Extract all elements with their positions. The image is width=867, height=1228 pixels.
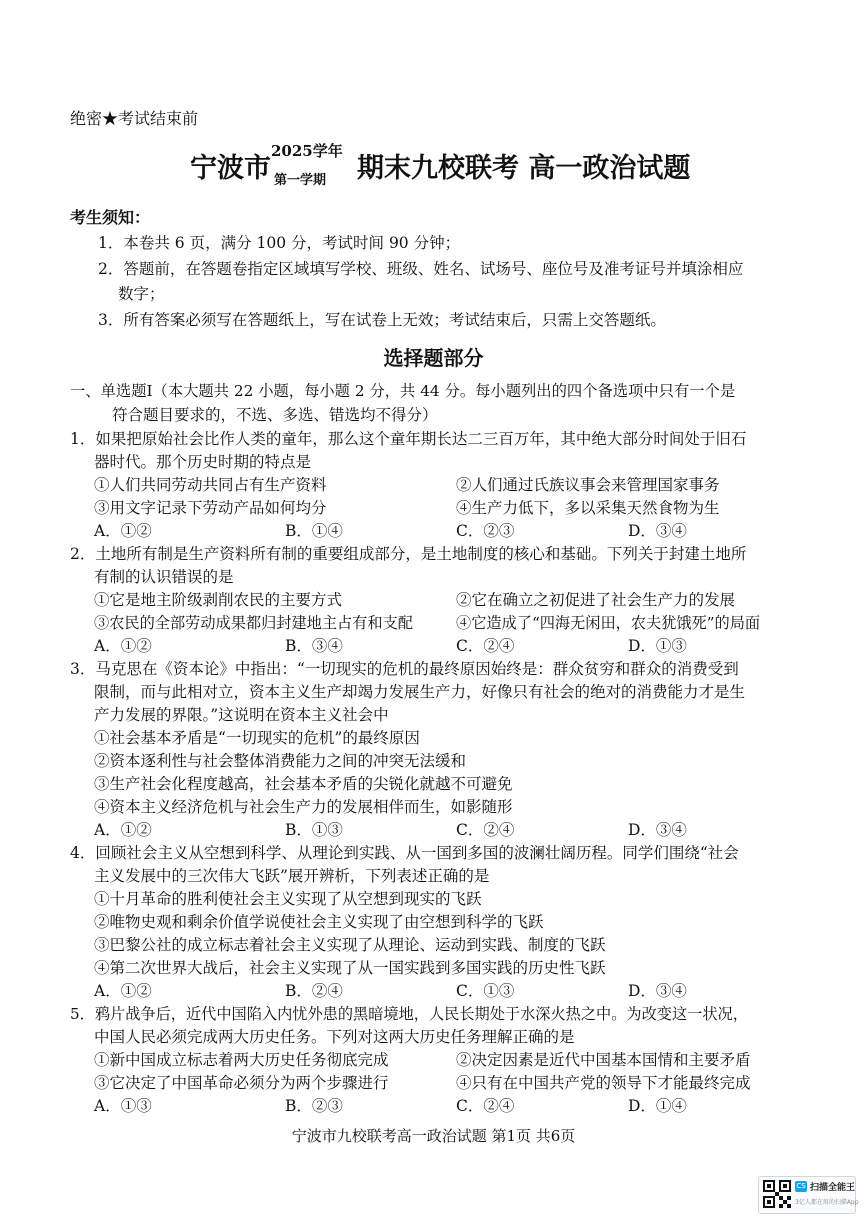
question-3-answer: A．①②: [94, 821, 152, 839]
question-2-option: ③农民的全部劳动成果都归封建地主占有和支配: [94, 614, 413, 632]
question-1-option: ③用文字记录下劳动产品如何均分: [94, 499, 327, 517]
question-1-answer: A．①②: [94, 522, 152, 540]
question-3-stem: 3．马克思在《资本论》中指出：“一切现实的危机的最终原因始终是：群众贫穷和群众的消费受到: [70, 660, 739, 678]
question-4-stem: 主义发展中的三次伟大飞跃”展开辨析，下列表述正确的是: [94, 867, 490, 885]
question-1-option: ①人们共同劳动共同占有生产资料: [94, 476, 327, 494]
notice-item: 2．答题前，在答题卷指定区域填写学校、班级、姓名、试场号、座位号及准考证号并填涂相应: [98, 260, 744, 278]
question-4-option: ②唯物史观和剩余价值学说使社会主义实现了由空想到科学的飞跃: [94, 913, 544, 931]
question-5-answer: B．②③: [285, 1097, 343, 1115]
question-1-option: ②人们通过氏族议事会来管理国家事务: [456, 476, 720, 494]
question-4-stem: 4．回顾社会主义从空想到科学、从理论到实践、从一国到多国的波澜壮阔历程。同学们围绕“社会: [70, 844, 739, 862]
title-year: 2025学年: [271, 142, 343, 160]
question-3-stem: 产力发展的界限。”这说明在资本主义社会中: [94, 706, 389, 724]
question-5-stem: 中国人民必须完成两大历史任务。下列对这两大历史任务理解正确的是: [94, 1028, 575, 1046]
question-1-option: ④生产力低下，多以采集天然食物为生: [456, 499, 720, 517]
question-5-option: ④只有在中国共产党的领导下才能最终完成: [456, 1074, 751, 1092]
notice-heading: 考生须知：: [70, 208, 151, 227]
question-1-answer: B．①④: [285, 522, 343, 540]
question-2-stem: 有制的认识错误的是: [94, 568, 234, 586]
title-city: 宁波市: [190, 153, 271, 184]
question-5-answer: A．①③: [94, 1097, 152, 1115]
question-2-answer: D．①③: [628, 637, 687, 655]
notice-item: 1．本卷共 6 页，满分 100 分，考试时间 90 分钟；: [98, 234, 461, 252]
question-1-answer: D．③④: [628, 522, 687, 540]
question-3-answer: D．③④: [628, 821, 687, 839]
question-4-option: ①十月革命的胜利使社会主义实现了从空想到现实的飞跃: [94, 890, 482, 908]
question-3-option: ③生产社会化程度越高，社会基本矛盾的尖锐化就越不可避免: [94, 775, 513, 793]
scanner-watermark: [758, 1176, 859, 1214]
question-4-answer: B．②④: [285, 982, 343, 1000]
question-4-answer: C．①③: [456, 982, 515, 1000]
section-title: 选择题部分: [383, 346, 484, 370]
question-5-option: ③它决定了中国革命必须分为两个步骤进行: [94, 1074, 389, 1092]
title-main: 期末九校联考 高一政治试题: [357, 153, 691, 184]
question-2-answer: B．③④: [285, 637, 343, 655]
question-5-option: ②决定因素是近代中国基本国情和主要矛盾: [456, 1051, 751, 1069]
question-4-answer: D．③④: [628, 982, 687, 1000]
question-5-stem: 5．鸦片战争后，近代中国陷入内忧外患的黑暗境地，人民长期处于水深火热之中。为改变这一状况，: [70, 1005, 748, 1023]
question-3-option: ①社会基本矛盾是“一切现实的危机”的最终原因: [94, 729, 420, 747]
part-intro: 一、单选题Ⅰ（本大题共 22 小题，每小题 2 分，共 44 分。每小题列出的四个备选项中只有一个是: [70, 382, 736, 400]
question-2-answer: A．①②: [94, 637, 152, 655]
question-2-option: ①它是地主阶级剥削农民的主要方式: [94, 591, 343, 609]
qr-code-icon: [763, 1180, 791, 1208]
scanner-app-slogan: 3亿人都在用的扫描App: [795, 1199, 859, 1206]
question-5-option: ①新中国成立标志着两大历史任务彻底完成: [94, 1051, 389, 1069]
notice-item: 数字；: [118, 285, 165, 303]
question-3-stem: 限制，而与此相对立，资本主义生产却竭力发展生产力，好像只有社会的绝对的消费能力才是生: [94, 683, 746, 701]
confidential-label: 绝密★考试结束前: [70, 109, 199, 128]
question-2-stem: 2．土地所有制是生产资料所有制的重要组成部分，是土地制度的核心和基础。下列关于封建土地所: [70, 545, 747, 563]
question-3-option: ②资本逐利性与社会整体消费能力之间的冲突无法缓和: [94, 752, 467, 770]
question-3-answer: C．②④: [456, 821, 515, 839]
page-footer: 宁波市九校联考高一政治试题 第1页 共6页: [291, 1127, 576, 1145]
question-2-option: ④它造成了“四海无闲田，农夫犹饿死”的局面: [456, 614, 761, 632]
question-4-option: ③巴黎公社的成立标志着社会主义实现了从理论、运动到实践、制度的飞跃: [94, 936, 606, 954]
question-4-answer: A．①②: [94, 982, 152, 1000]
question-5-answer: D．①④: [628, 1097, 687, 1115]
question-1-stem: 1．如果把原始社会比作人类的童年，那么这个童年期长达二三百万年，其中绝大部分时间处于旧石: [70, 430, 747, 448]
part-intro: 符合题目要求的，不选、多选、错选均不得分）: [112, 406, 438, 424]
question-2-option: ②它在确立之初促进了社会生产力的发展: [456, 591, 736, 609]
question-2-answer: C．②④: [456, 637, 515, 655]
title-term: 第一学期: [274, 173, 327, 188]
question-1-stem: 器时代。那个历史时期的特点是: [94, 453, 312, 471]
question-1-answer: C．②③: [456, 522, 515, 540]
camscanner-logo: CS: [796, 1182, 806, 1190]
notice-item: 3．所有答案必须写在答题纸上，写在试卷上无效；考试结束后，只需上交答题纸。: [98, 311, 666, 329]
question-4-option: ④第二次世界大战后，社会主义实现了从一国实践到多国实践的历史性飞跃: [94, 959, 606, 977]
scanner-app-name: 扫描全能王: [810, 1183, 856, 1193]
question-3-option: ④资本主义经济危机与社会生产力的发展相伴而生，如影随形: [94, 798, 513, 816]
question-5-answer: C．②④: [456, 1097, 515, 1115]
exam-title: [0, 140, 867, 188]
question-3-answer: B．①③: [285, 821, 343, 839]
